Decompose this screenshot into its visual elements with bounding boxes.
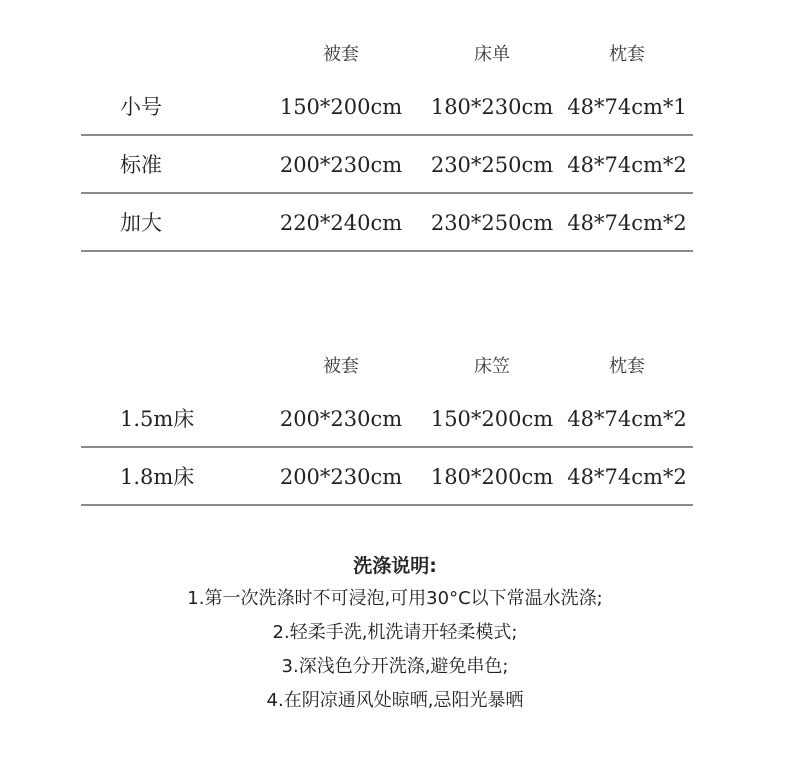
size-label: 1.8m床 [120, 465, 195, 489]
header-bed-sheet: 床单 [474, 44, 510, 65]
table-header [81, 350, 693, 384]
size-label: 标准 [120, 153, 162, 177]
cell-pillowcase: 48*74cm*2 [567, 153, 687, 177]
table-header [81, 38, 693, 72]
cell-pillowcase: 48*74cm*2 [567, 211, 687, 235]
table-row [81, 390, 693, 448]
cell-duvet-cover: 220*240cm [279, 211, 403, 235]
cell-duvet-cover: 200*230cm [279, 407, 403, 431]
cell-duvet-cover: 150*200cm [279, 95, 403, 119]
cell-bed-sheet: 180*230cm [430, 95, 554, 119]
cell-fitted-sheet: 180*200cm [430, 465, 554, 489]
table-row [81, 448, 693, 506]
cell-pillowcase: 48*74cm*1 [567, 95, 687, 119]
cell-bed-sheet: 230*250cm [430, 211, 554, 235]
care-line: 2.轻柔手洗,机洗请开轻柔模式; [272, 622, 518, 643]
care-instructions [0, 550, 790, 718]
size-table-standard [81, 38, 693, 252]
cell-pillowcase: 48*74cm*2 [567, 465, 687, 489]
care-line: 4.在阴凉通风处晾晒,忌阳光暴晒 [266, 690, 524, 711]
table-row [81, 78, 693, 136]
header-pillowcase: 枕套 [609, 356, 645, 377]
size-label: 1.5m床 [120, 407, 195, 431]
header-duvet-cover: 被套 [323, 44, 359, 65]
cell-duvet-cover: 200*230cm [279, 153, 403, 177]
size-label: 小号 [120, 95, 162, 119]
care-title: 洗涤说明: [353, 555, 437, 577]
header-pillowcase: 枕套 [609, 44, 645, 65]
size-table-bed [81, 350, 693, 506]
cell-bed-sheet: 230*250cm [430, 153, 554, 177]
size-label: 加大 [120, 211, 162, 235]
table-row [81, 136, 693, 194]
header-fitted-sheet: 床笠 [474, 356, 510, 377]
cell-fitted-sheet: 150*200cm [430, 407, 554, 431]
header-duvet-cover: 被套 [323, 356, 359, 377]
care-line: 3.深浅色分开洗涤,避免串色; [281, 656, 509, 677]
cell-pillowcase: 48*74cm*2 [567, 407, 687, 431]
table-row [81, 194, 693, 252]
cell-duvet-cover: 200*230cm [279, 465, 403, 489]
care-line: 1.第一次洗涤时不可浸泡,可用30°C以下常温水洗涤; [187, 588, 603, 609]
